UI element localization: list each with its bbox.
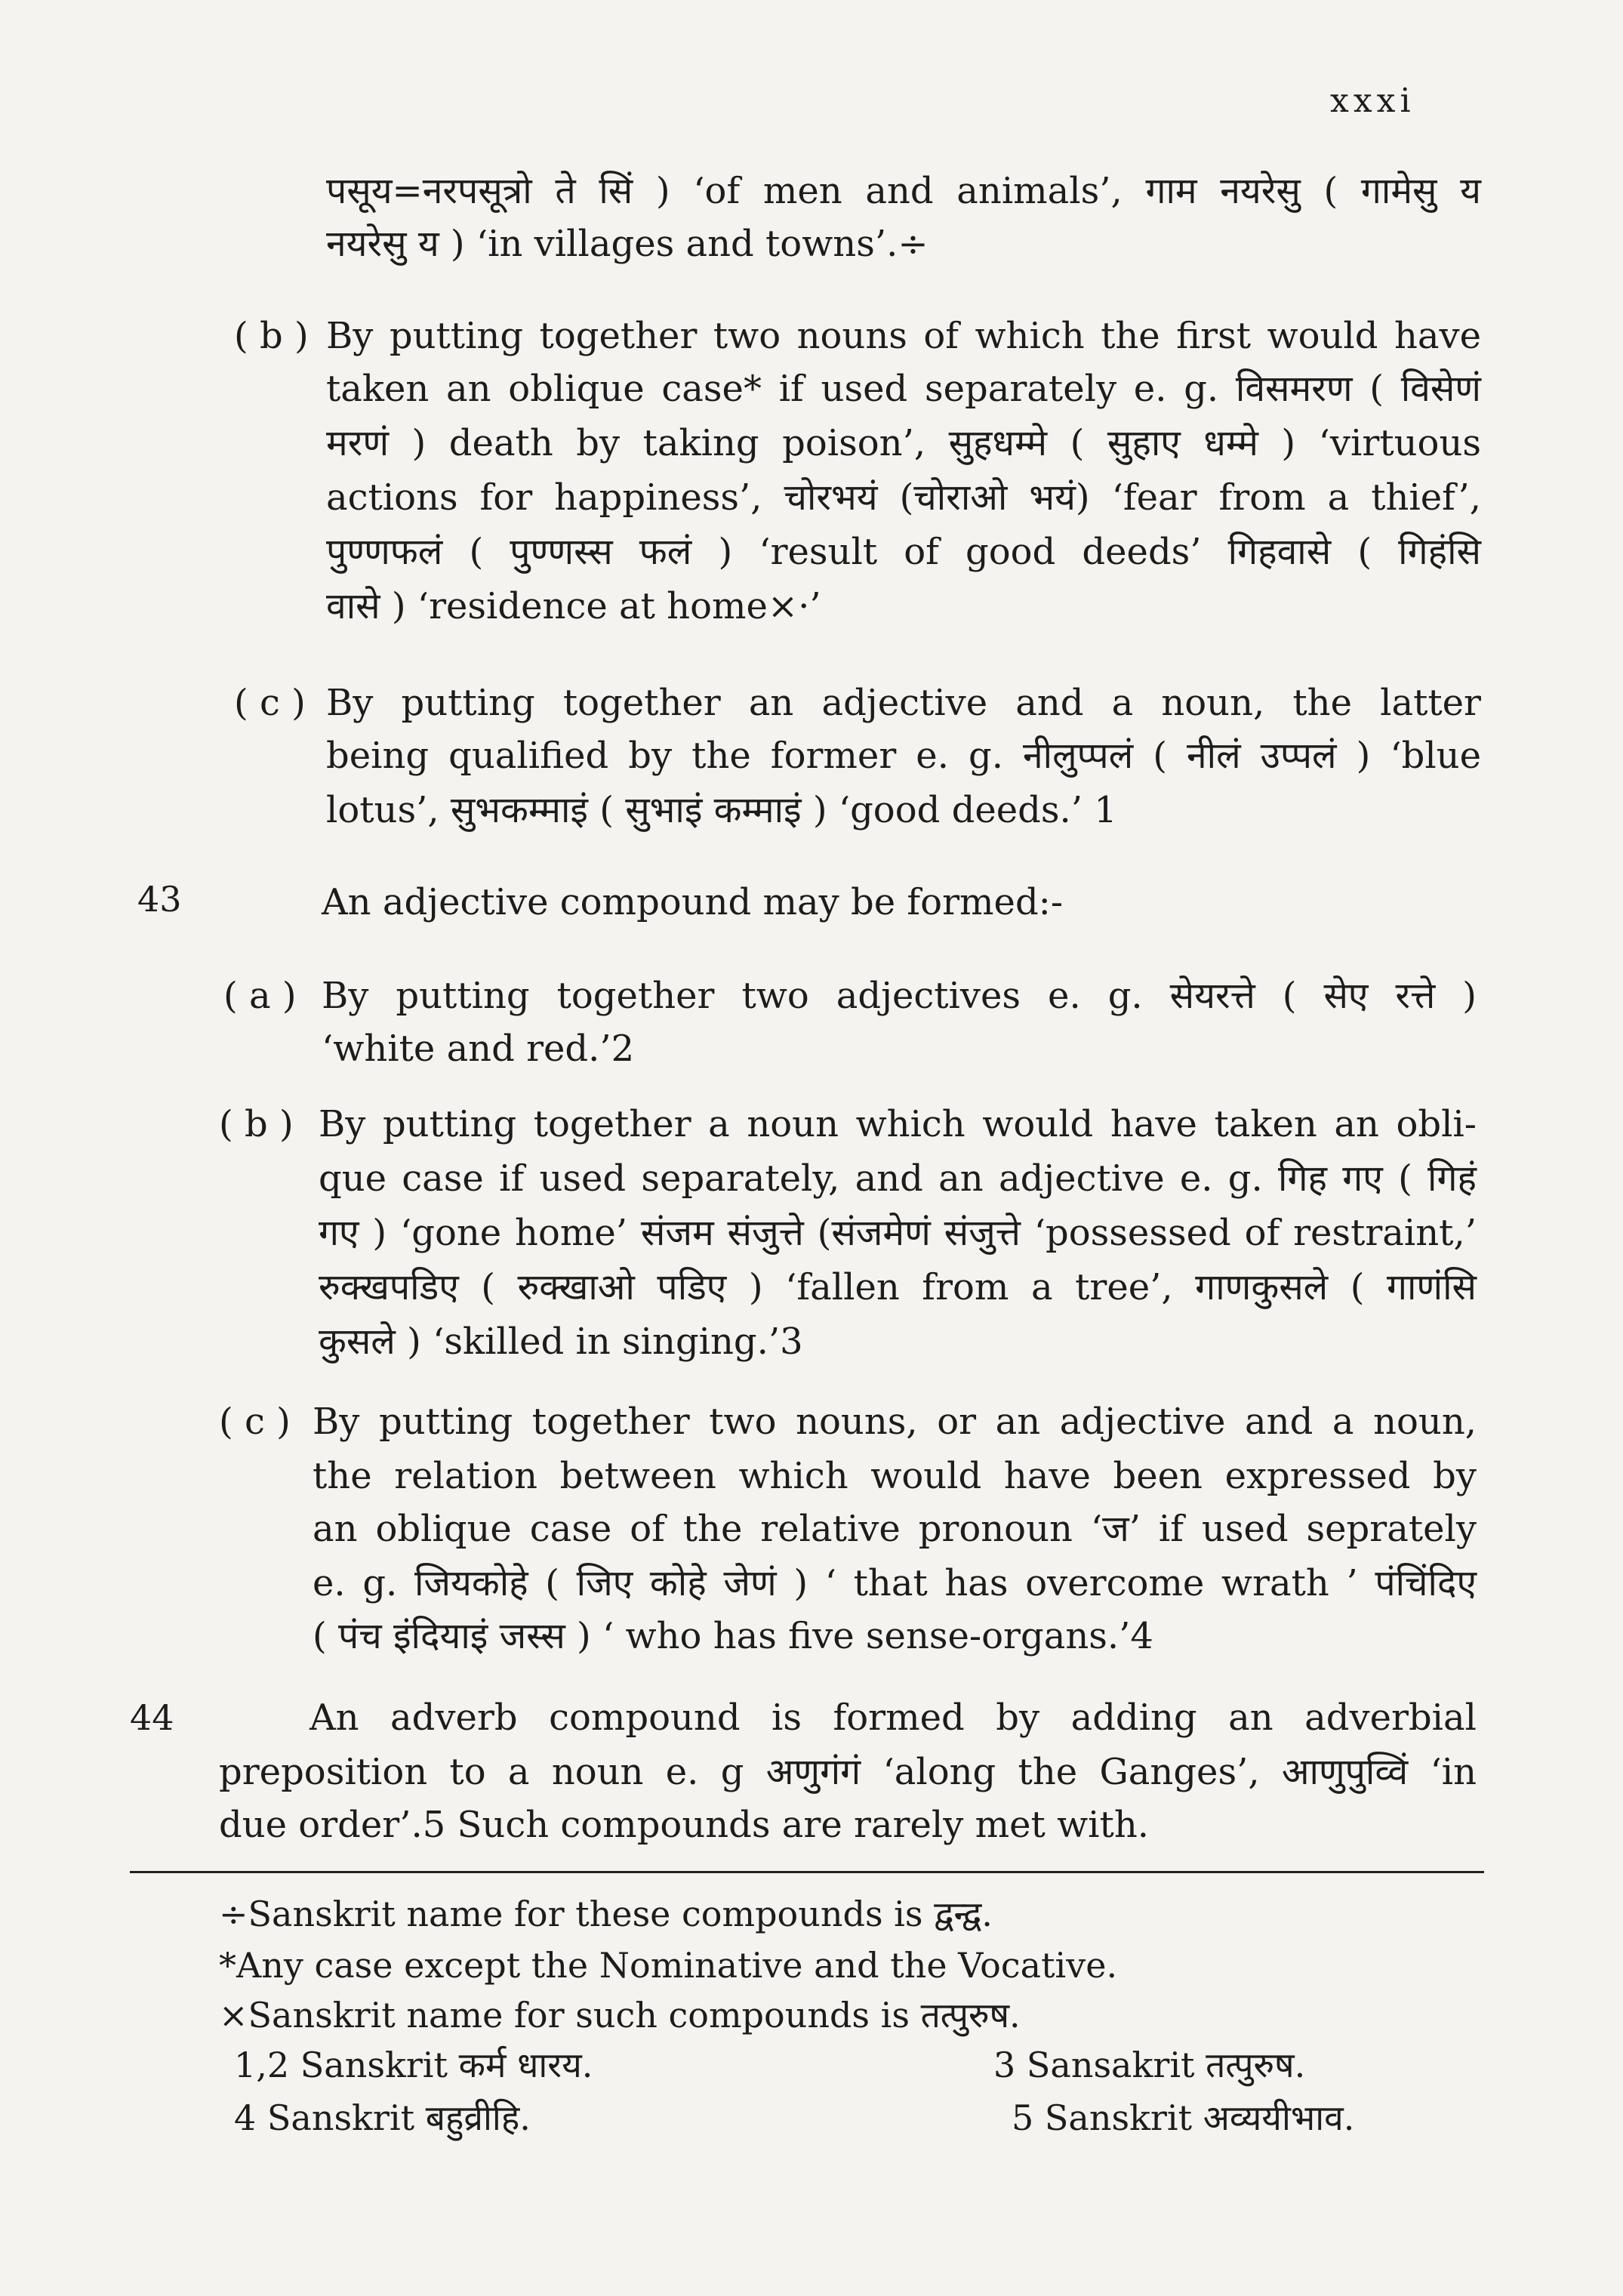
para-42c-marker: ( c ) xyxy=(234,682,306,724)
para-42b-line4: actions for happiness’, चोरभयं (चोराओ भयं) ‘fear from a thief’, xyxy=(326,476,1481,519)
para-42c-line1: By putting together an adjective and a noun, the latter xyxy=(326,682,1481,724)
para-44-line2: preposition to a noun e. g अणुगंगं ‘along the Ganges’, आणुपुव्विं ‘in xyxy=(219,1751,1477,1793)
para-42b-line5: पुण्णफलं ( पुण्णस्स फलं ) ‘result of good deeds’ गिहवासे ( गिहंसि xyxy=(326,531,1481,573)
para-43b-line3: गए ) ‘gone home’ संजम संजुत्ते (संजमेणं संजुत्ते ‘possessed of restraint,’ xyxy=(319,1212,1477,1254)
para-42c-line2: being qualified by the former e. g. नीलुप्पलं ( नीलं उप्पलं ) ‘blue xyxy=(326,735,1481,777)
para-42b-marker: ( b ) xyxy=(234,315,309,357)
para-42b-line6: वासे ) ‘residence at home×·’ xyxy=(326,585,821,627)
para-43b-line4: रुक्खपडिए ( रुक्खाओ पडिए ) ‘fallen from a tree’, गाणकुसले ( गाणंसि xyxy=(319,1266,1477,1308)
para-44-line1: An adverb compound is formed by adding an adverbial xyxy=(310,1697,1477,1739)
para-43a-marker: ( a ) xyxy=(223,975,297,1017)
para-44-line3: due order’.5 Such compounds are rarely met with. xyxy=(219,1804,1149,1846)
para-43c-line3: an oblique case of the relative pronoun ‘ज’ if used seprately xyxy=(313,1508,1477,1550)
para-43-number: 43 xyxy=(137,879,182,920)
footnote-5: 5 Sanskrit अव्ययीभाव. xyxy=(1012,2097,1355,2138)
para-42-cont-line2: नयरेसु य ) ‘in villages and towns’.÷ xyxy=(326,223,929,265)
para-43b-line2: que case if used separately, and an adjective e. g. गिह गए ( गिहं xyxy=(319,1157,1477,1200)
para-42-cont-line1: पसूय=नरपसूत्रो ते सिं ) ‘of men and animals’, गाम नयरेसु ( गामेसु य xyxy=(326,170,1481,212)
para-43-intro: An adjective compound may be formed:- xyxy=(322,881,1064,923)
para-43c-line4: e. g. जियकोहे ( जिए कोहे जेणं ) ‘ that has overcome wrath ’ पंचिंदिए xyxy=(313,1562,1477,1604)
para-43c-line2: the relation between which would have been expressed by xyxy=(313,1455,1477,1497)
footnote-divider xyxy=(130,1871,1484,1873)
para-43b-line5: कुसले ) ‘skilled in singing.’3 xyxy=(319,1321,803,1363)
para-42c-line3: lotus’, सुभकम्माइं ( सुभाइं कम्माइं ) ‘good deeds.’ 1 xyxy=(326,789,1117,831)
footnote-tatpurusha: ×Sanskrit name for such compounds is तत्पुरुष. xyxy=(219,1995,1021,2036)
para-43c-line5: ( पंच इंदियाइं जस्स ) ‘ who has five sense-organs.’4 xyxy=(313,1615,1153,1657)
para-44-number: 44 xyxy=(130,1697,174,1738)
para-43c-marker: ( c ) xyxy=(219,1401,291,1443)
para-42b-line1: By putting together two nouns of which the first would have xyxy=(326,315,1481,357)
para-42b-line2: taken an oblique case* if used separately e. g. विसमरण ( विसेणं xyxy=(326,368,1481,410)
para-43a-line2: ‘white and red.’2 xyxy=(322,1028,635,1070)
para-43c-line1: By putting together two nouns, or an adjective and a noun, xyxy=(313,1401,1477,1443)
footnote-any-case: *Any case except the Nominative and the Vocative. xyxy=(219,1945,1118,1986)
footnote-3: 3 Sansakrit तत्पुरुष. xyxy=(993,2045,1306,2085)
footnote-dvandva: ÷Sanskrit name for these compounds is द्वन्द्व. xyxy=(219,1894,993,1934)
para-42b-line3: मरणं ) death by taking poison’, सुहधम्मे ( सुहाए धम्मे ) ‘virtuous xyxy=(326,422,1481,464)
page-number: xxxi xyxy=(1330,82,1415,120)
para-43a-line1: By putting together two adjectives e. g. सेयरत्ते ( सेए रत्ते ) xyxy=(322,975,1477,1017)
footnote-1-2: 1,2 Sanskrit कर्म धारय. xyxy=(234,2045,593,2085)
para-43b-line1: By putting together a noun which would have taken an obli- xyxy=(319,1103,1477,1145)
para-43b-marker: ( b ) xyxy=(219,1103,294,1145)
footnote-4: 4 Sanskrit बहुव्रीहि. xyxy=(234,2097,531,2138)
